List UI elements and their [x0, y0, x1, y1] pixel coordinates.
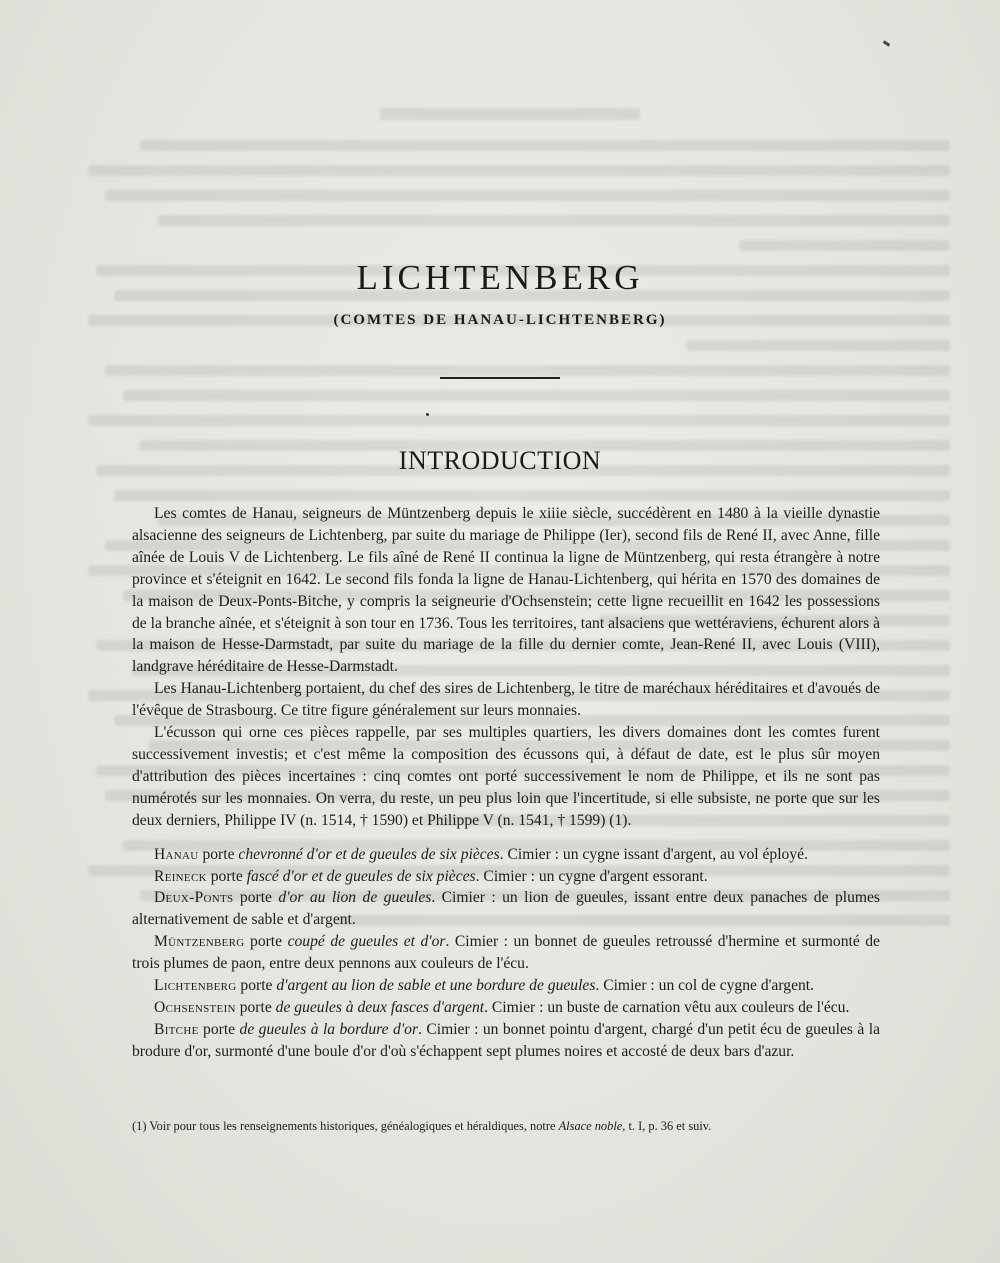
- arms-name: Deux-Ponts: [154, 889, 234, 907]
- arms-entry-muntzenberg: [132, 931, 880, 975]
- arms-crest: . Cimier : un bonnet de gueules retroussé d'hermine et surmonté de trois plumes de paon, entre deux pennons aux couleurs de l'écu.: [132, 933, 880, 973]
- title-divider: [440, 377, 560, 379]
- paragraph: Les comtes de Hanau, seigneurs de Müntzenberg depuis le xiiie siècle, succédèrent en 1480 à la vieille dynastie alsacienne des seigneurs de Lichtenberg, par suite du mariage de Philippe (Ier), second fils de René II, avec Anne, fille aînée de Louis V de Lichtenberg. Le fils aîné de René II continua la ligne de Müntzenberg, qui resta étrangère à notre province et s'éteignit en 1642. Le second fils fonda la ligne de Hanau-Lichtenberg, qui hérita en 1570 des domaines de la maison de Deux-Ponts-Bitche, y compris la seigneurie d'Ochsenstein; cette ligne recueillit en 1642 les possessions de la branche aînée, et s'éteignit à son tour en 1736. Tous les territoires, tant alsaciens que wettéraviens, échurent alors à la maison de Hesse-Darmstadt, par suite du mariage de la fille du dernier comte, Jean-René II, avec Louis (VIII), landgrave héréditaire de Hesse-Darmstadt.: [132, 505, 880, 676]
- body-text: [132, 503, 880, 1063]
- arms-verb: porte: [240, 977, 273, 995]
- arms-verb: porte: [250, 933, 283, 951]
- arms-blazon: chevronné d'or et de gueules de six pièces: [238, 845, 500, 863]
- arms-crest: . Cimier : un bonnet pointu d'argent, chargé d'un petit écu de gueules à la brodure d'or, surmonté d'une boule d'or d'où s'échappent sept plumes noires et accosté de deux bars d'azur.: [132, 1020, 880, 1060]
- paragraph: L'écusson qui orne ces pièces rappelle, par ses multiples quartiers, les divers domaines dont les comtes furent successivement investis; et c'est même la composition des écussons qui, à défaut de date, est le plus sûr moyen d'attribution des pièces incertaines : cinq comtes ont porté successivement le nom de Philippe, et ils ne sont pas numérotés sur les monnaies. On verra, du reste, un peu plus loin que l'incertitude, si elle subsiste, ne porte que sur les deux derniers, Philippe IV (n. 1514, † 1590) et Philippe V (n. 1541, † 1599) (1).: [132, 724, 880, 829]
- arms-name: Reineck: [154, 867, 207, 885]
- arms-entry-bitche: [132, 1019, 880, 1063]
- section-heading: INTRODUCTION: [398, 446, 602, 475]
- arms-crest: . Cimier : un cygne issant d'argent, au vol éployé.: [499, 845, 808, 863]
- footnote-text: Voir pour tous les renseignements historiques, généalogiques et héraldiques, notre: [149, 1119, 556, 1133]
- arms-entry-hanau: [132, 844, 880, 866]
- arms-blazon: de gueules à deux fasces d'argent: [275, 998, 485, 1016]
- footnote: [132, 1117, 880, 1135]
- arms-name: Bitche: [154, 1020, 199, 1038]
- page-title: LICHTENBERG: [356, 258, 644, 297]
- page-subtitle: (COMTES DE HANAU-LICHTENBERG): [333, 312, 667, 328]
- paragraph: Les Hanau-Lichtenberg portaient, du chef des sires de Lichtenberg, le titre de maréchaux héréditaires et d'avoués de l'évêque de Strasbourg. Ce titre figure généralement sur leurs monnaies.: [132, 680, 880, 720]
- arms-verb: porte: [203, 1020, 236, 1038]
- arms-blazon: fascé d'or et de gueules de six pièces: [246, 867, 476, 885]
- page-speck: [883, 40, 890, 46]
- arms-verb: porte: [202, 845, 235, 863]
- arms-crest: . Cimier : un lion de gueules, issant entre deux panaches de plumes alternativement de sable et d'argent.: [132, 889, 880, 929]
- arms-blazon: coupé de gueules et d'or: [287, 933, 446, 951]
- arms-blazon: d'or au lion de gueules: [278, 889, 432, 907]
- footnote-reference: , t. I, p. 36 et suiv.: [622, 1119, 712, 1133]
- arms-verb: porte: [239, 998, 272, 1016]
- arms-blazon: d'argent au lion de sable et une bordure de gueules: [276, 977, 596, 995]
- arms-verb: porte: [239, 889, 272, 907]
- arms-crest: . Cimier : un col de cygne d'argent.: [595, 977, 815, 995]
- arms-blazon: de gueules à la bordure d'or: [239, 1020, 419, 1038]
- arms-entry-deux-ponts: [132, 887, 880, 931]
- arms-name: Müntzenberg: [154, 933, 245, 951]
- arms-entry-lichtenberg: [132, 975, 880, 997]
- arms-entry-ochsenstein: [132, 997, 880, 1019]
- ornament-dot: [426, 413, 429, 416]
- footnote-marker: (1): [132, 1119, 147, 1133]
- arms-name: Lichtenberg: [154, 977, 237, 995]
- arms-crest: . Cimier : un buste de carnation vêtu aux couleurs de l'écu.: [484, 998, 850, 1016]
- arms-entry-reineck: [132, 866, 880, 888]
- arms-crest: . Cimier : un cygne d'argent essorant.: [475, 867, 708, 885]
- arms-name: Ochsenstein: [154, 998, 236, 1016]
- arms-verb: porte: [210, 867, 243, 885]
- arms-name: Hanau: [154, 845, 199, 863]
- footnote-work-title: Alsace noble: [558, 1119, 623, 1133]
